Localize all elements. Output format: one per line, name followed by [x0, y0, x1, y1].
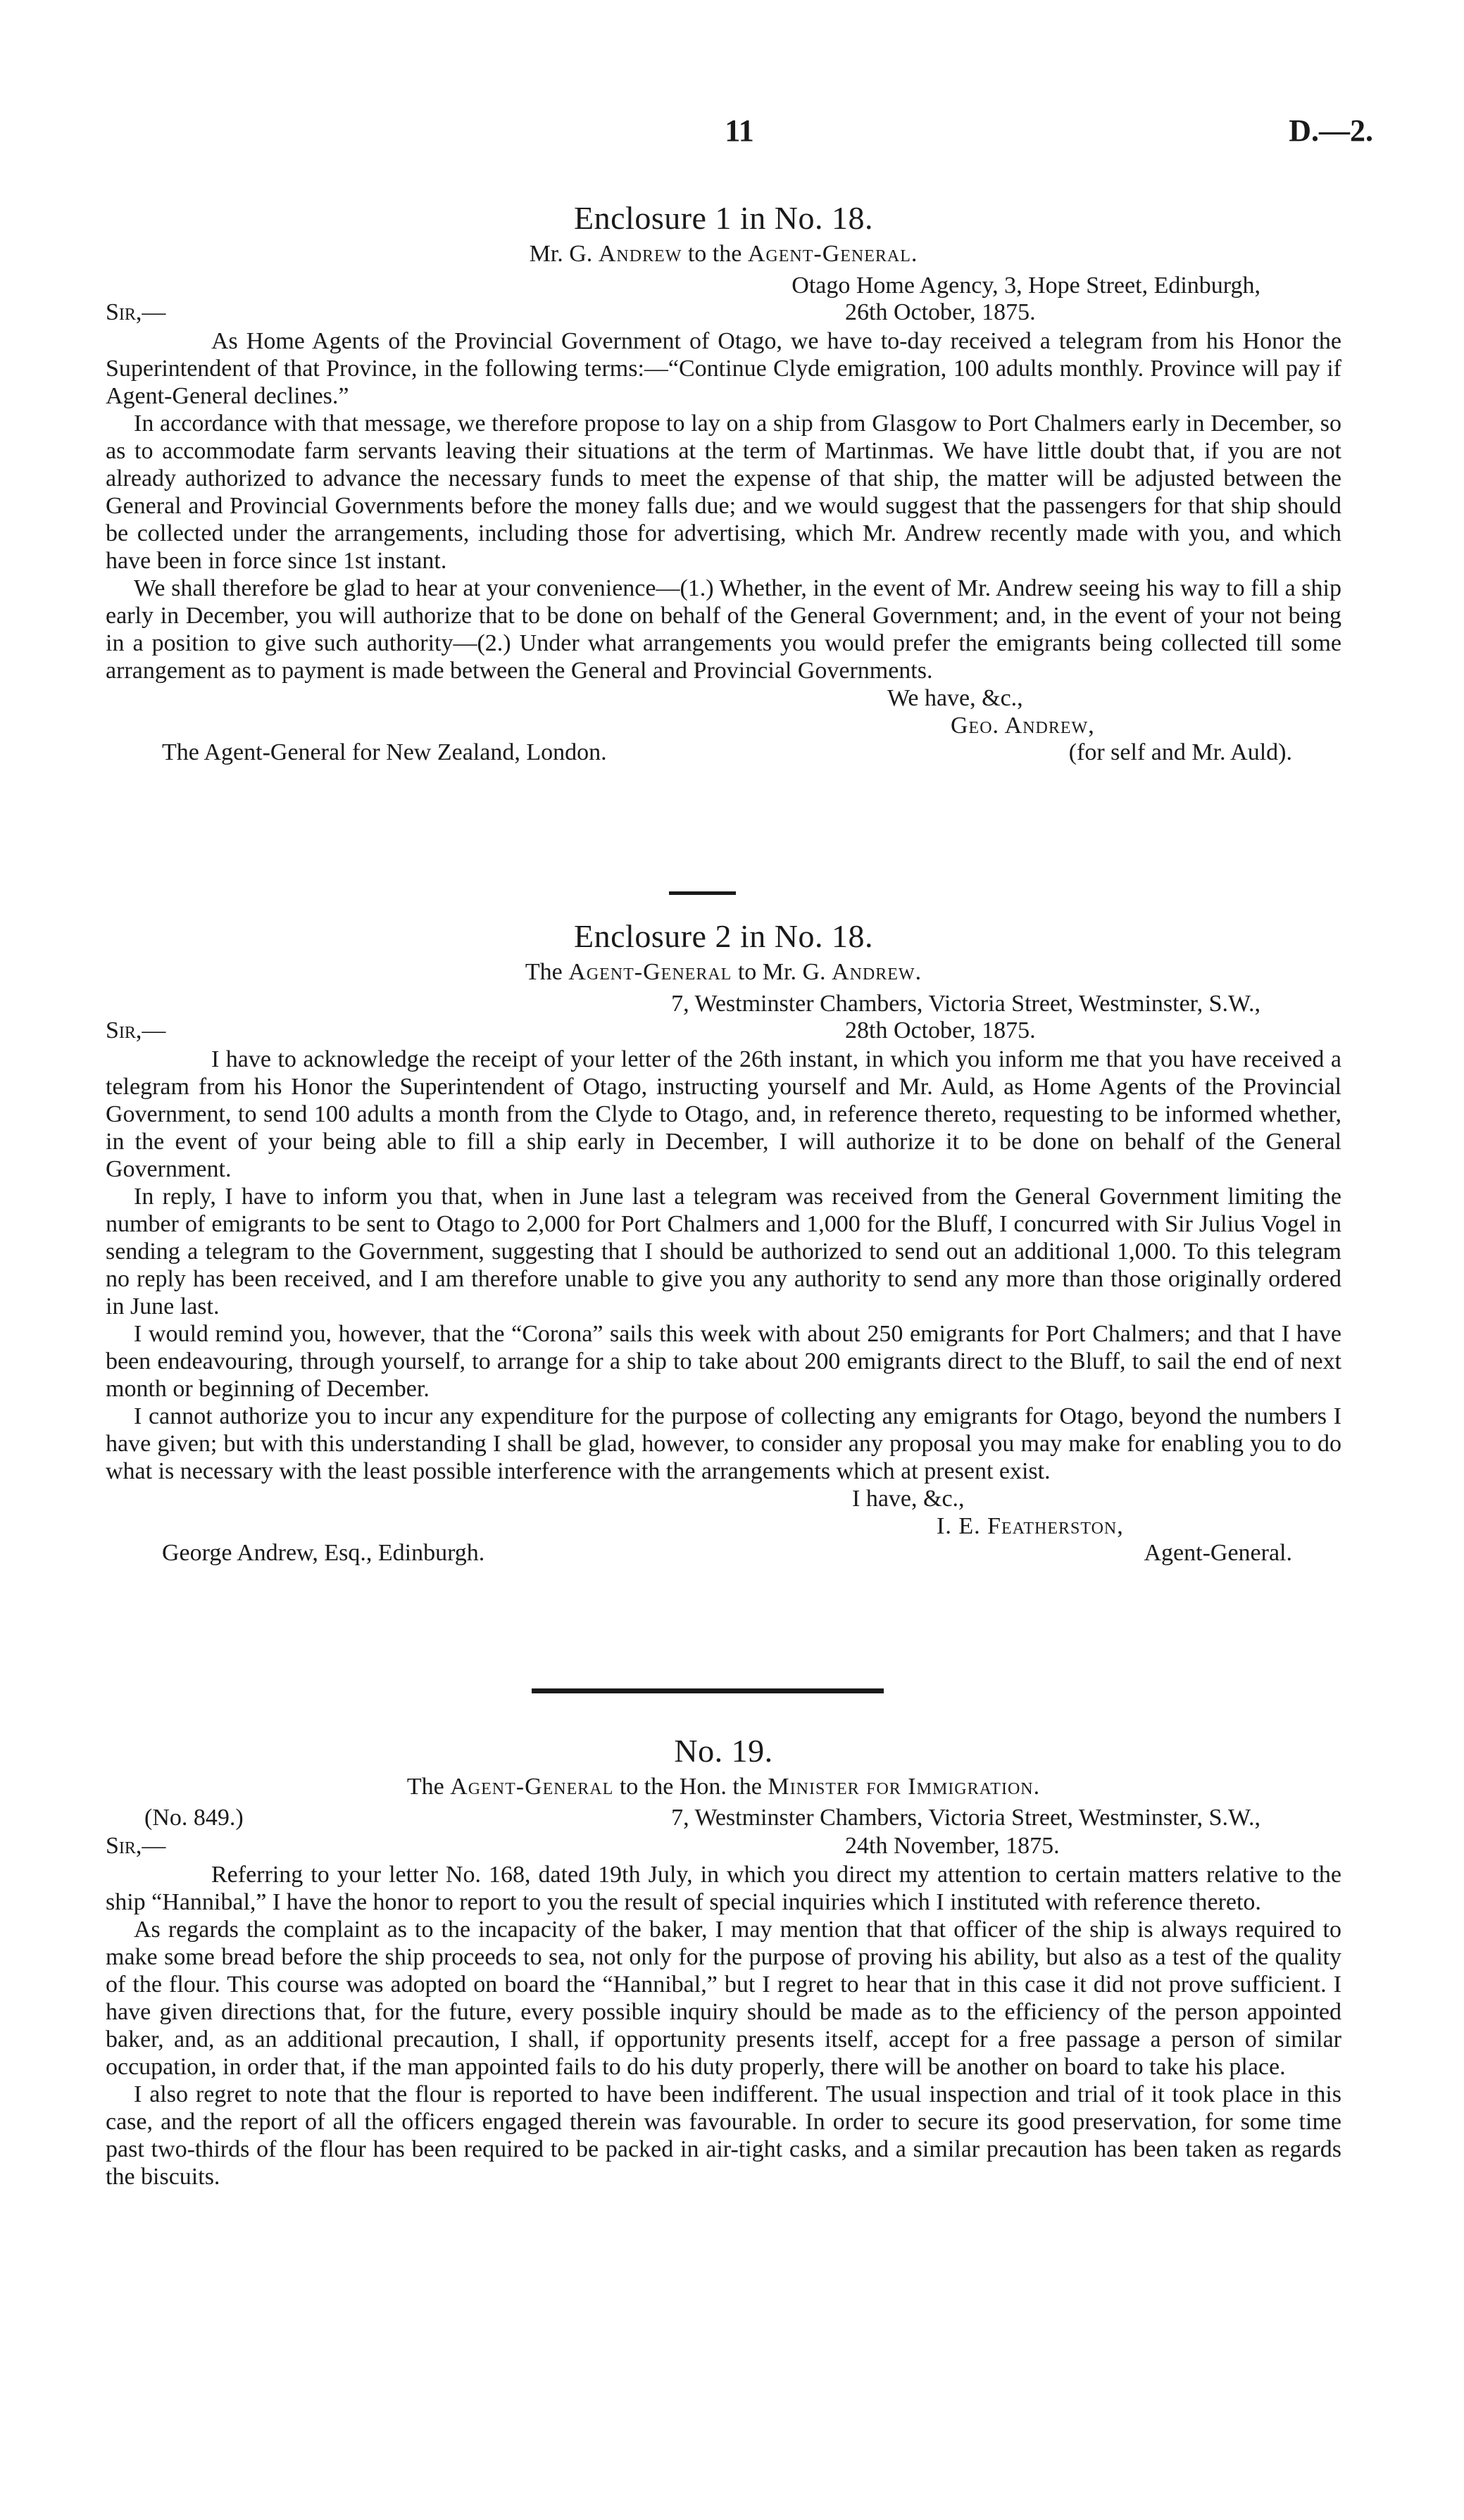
- no-19-dateline: [106, 1833, 1341, 1861]
- signatory: Geo. Andrew,: [951, 713, 1095, 739]
- letter-date: 24th November, 1875.: [845, 1833, 1060, 1859]
- enclosure-1-signature-block: [106, 684, 1341, 739]
- no-19-section: [106, 1732, 1341, 2190]
- enclosure-1-addressee-row: [106, 739, 1341, 770]
- paragraph: I cannot authorize you to incur any expenditure for the purpose of collecting any emigrants for Otago, beyond the numbers I have given; but with this understanding I shall be glad, however, to consider any proposal you may make for enabling you to do what is necessary with the least possible interference with the arrangements which at present exist.: [106, 1403, 1341, 1484]
- paragraph: I have to acknowledge the receipt of your letter of the 26th instant, in which you inform me that you have received a telegram from his Honor the Superintendent of Otago, instructing yourself and Mr. Auld, as Home Agents of the Provincial Government, to send 100 adults a month from the Clyde to Otago, and, in reference thereto, requesting to be informed whether, in the event of your being able to fill a ship early in December, I will authorize it to be done on behalf of the General Government.: [106, 1046, 1341, 1182]
- signatory-title: Agent-General.: [1144, 1540, 1292, 1566]
- letter-date: 28th October, 1875.: [845, 1017, 1036, 1043]
- enclosure-1-section: [106, 199, 1341, 770]
- letter-date: 26th October, 1875.: [845, 299, 1036, 325]
- paragraph: As Home Agents of the Provincial Government of Otago, we have to-day received a telegram from his Honor the Superintendent of that Province, in the following terms:—“Continue Clyde emigration, 100 adults monthly. Province will pay if Agent-General declines.”: [106, 328, 1341, 409]
- paragraph: In accordance with that message, we therefore propose to lay on a ship from Glasgow to Port Chalmers early in December, so as to accommodate farm servants leaving their situations at the term of Martinmas. We have little doubt that, if you are not already authorized to advance the necessary funds to meet the expense of that ship, the matter will be adjusted between the General and Provincial Governments before the money falls due; and we would suggest that the passengers for that ship should be collected under the arrangements, including those for advertising, which Mr. Andrew recently made with you, and which have been in force since 1st instant.: [106, 410, 1341, 574]
- enclosure-2-dateline: [106, 1017, 1341, 1046]
- no-19-reference-line: [106, 1805, 1341, 1833]
- paragraph: I would remind you, however, that the “Corona” sails this week with about 250 emigrants for Port Chalmers; and that I have been endeavouring, through yourself, to arrange for a ship to take about 200 emigrants direct to the Bluff, to sail the end of next month or beginning of December.: [106, 1321, 1341, 1402]
- page-header: [106, 113, 1373, 155]
- section-divider: [669, 891, 736, 895]
- addressee: George Andrew, Esq., Edinburgh.: [162, 1540, 485, 1566]
- no-19-title: No. 19.: [674, 1733, 773, 1769]
- paragraph: As regards the complaint as to the incapacity of the baker, I may mention that that officer of the ship is always required to make some bread before the ship proceeds to sea, not only for the purpose of proving his ability, but also as a test of the quality of the flour. This course was adopted on board the “Hannibal,” but I regret to hear that in this case it did not prove sufficient. I have given directions that, for the future, every possible inquiry should be made as to the efficiency of the person appointed baker, and, as an additional precaution, I shall, if opportunity presents itself, accept for a free passage a person of similar occupation, in order that, if the man appointed fails to do his duty properly, there will be another on board to take his place.: [106, 1917, 1341, 2080]
- letter-number: (No. 849.): [144, 1805, 244, 1831]
- section-divider-long: [532, 1688, 884, 1693]
- paragraph: We shall therefore be glad to hear at your convenience—(1.) Whether, in the event of Mr. Andrew seeing his way to fill a ship early in December, you will authorize that to be done on behalf of the General Government; and, in the event of your not being in a position to give such authority—(2.) Under what arrangements you would prefer the emigrants being collected till some arrangement as to payment is made between the General and Provincial Governments.: [106, 575, 1341, 684]
- signatory: I. E. Featherston,: [937, 1513, 1124, 1539]
- enclosure-1-title: Enclosure 1 in No. 18.: [574, 200, 873, 236]
- enclosure-2-signature-block: [106, 1485, 1341, 1540]
- enclosure-2-subtitle: The Agent-General to Mr. G. Andrew.: [525, 959, 922, 985]
- addressee: The Agent-General for New Zealand, London.: [162, 739, 607, 765]
- salutation: Sir,—: [106, 1833, 166, 1859]
- enclosure-2-address: 7, Westminster Chambers, Victoria Street, Westminster, S.W.,: [671, 991, 1260, 1017]
- paragraph: In reply, I have to inform you that, when in June last a telegram was received from the General Government limiting the number of emigrants to be sent to Otago to 2,000 for Port Chalmers and 1,000 for the Bluff, I concurred with Sir Julius Vogel in sending a telegram to the Government, suggesting that I should be authorized to send out an additional 1,000. To this telegram no reply has been received, and I am therefore unable to give you any authority to send any more than those originally ordered in June last.: [106, 1184, 1341, 1319]
- enclosure-1-dateline: [106, 299, 1341, 327]
- enclosure-2-section: [106, 917, 1341, 1571]
- signatory-note: (for self and Mr. Auld).: [1068, 739, 1292, 765]
- paragraph: I also regret to note that the flour is reported to have been indifferent. The usual inspection and trial of it took place in this case, and the report of all the officers engaged therein was favourable. In order to secure its good preservation, for some time past two-thirds of the flour has been required to be packed in air-tight casks, and a similar precaution has been taken as regards the biscuits.: [106, 2081, 1341, 2190]
- closing-formula: I have, &c.,: [852, 1486, 965, 1512]
- no-19-subtitle: The Agent-General to the Hon. the Minister for Immigration.: [406, 1774, 1041, 1800]
- paragraph: Referring to your letter No. 168, dated 19th July, in which you direct my attention to certain matters relative to the ship “Hannibal,” I have the honor to report to you the result of special inquiries which I instituted with reference thereto.: [106, 1862, 1341, 1915]
- enclosure-2-title: Enclosure 2 in No. 18.: [574, 918, 873, 954]
- enclosure-1-subtitle: Mr. G. Andrew to the Agent-General.: [529, 241, 918, 267]
- enclosure-1-address: Otago Home Agency, 3, Hope Street, Edinburgh,: [792, 272, 1260, 299]
- salutation: Sir,—: [106, 299, 166, 325]
- no-19-address: 7, Westminster Chambers, Victoria Street, Westminster, S.W.,: [671, 1805, 1260, 1831]
- enclosure-2-addressee-row: [106, 1540, 1341, 1571]
- salutation: Sir,—: [106, 1017, 166, 1043]
- closing-formula: We have, &c.,: [887, 685, 1023, 711]
- document-reference: D.—2.: [1289, 113, 1373, 148]
- page-number: 11: [725, 113, 754, 148]
